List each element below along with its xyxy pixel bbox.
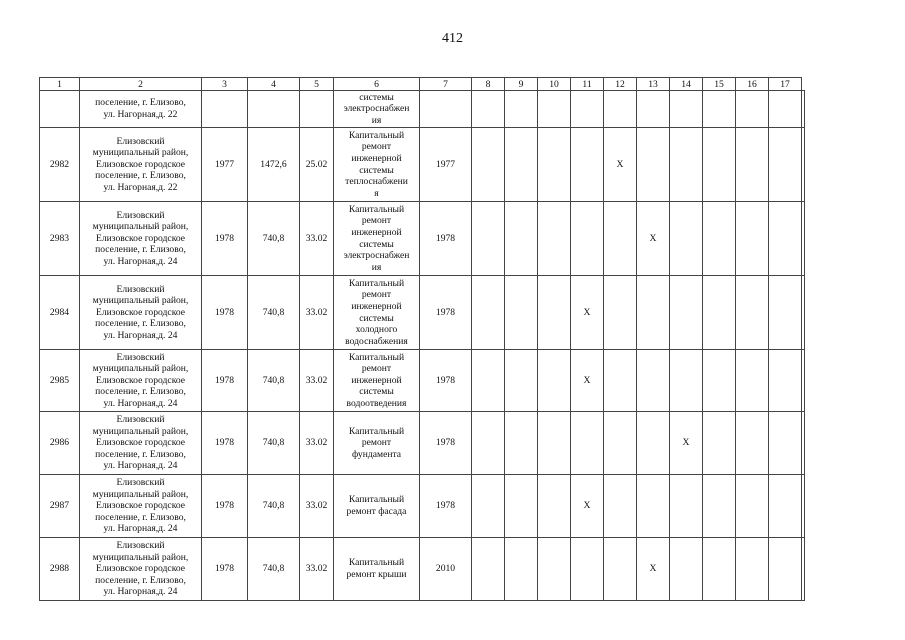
area-cell: 740,8 bbox=[248, 538, 300, 601]
address-cell-line: муниципальный район, bbox=[92, 221, 189, 233]
address-cell-line: Елизовский bbox=[116, 477, 165, 489]
address-cell-line: ул. Нагорная,д. 24 bbox=[103, 586, 178, 598]
address-cell-line: Елизовское городское bbox=[95, 500, 186, 512]
area-cell: 740,8 bbox=[248, 475, 300, 538]
work-type-cell-line: электроснабжен bbox=[343, 103, 410, 115]
work-type-cell-line: электроснабжен bbox=[343, 250, 410, 262]
year-planned: 1977 bbox=[420, 128, 472, 202]
address-cell bbox=[80, 412, 202, 475]
work-type-cell bbox=[334, 91, 420, 128]
address-cell-line: муниципальный район, bbox=[92, 551, 189, 563]
address-cell-line: ул. Нагорная,д. 24 bbox=[103, 397, 178, 409]
work-type-cell-line: Капитальный bbox=[348, 129, 405, 141]
mark-cell bbox=[538, 202, 571, 276]
address-cell bbox=[80, 538, 202, 601]
mark-cell bbox=[538, 412, 571, 475]
mark-cell bbox=[472, 538, 505, 601]
mark-cell bbox=[703, 412, 736, 475]
mark-cell bbox=[505, 475, 538, 538]
work-type-cell bbox=[334, 276, 420, 350]
header-cell: 12 bbox=[604, 78, 637, 91]
address-cell-line: муниципальный район, bbox=[92, 425, 189, 437]
mark-cell: X bbox=[637, 202, 670, 276]
mark-cell bbox=[769, 91, 802, 128]
row-number: 2984 bbox=[40, 276, 80, 350]
address-cell-line: ул. Нагорная,д. 24 bbox=[103, 255, 178, 267]
table-row bbox=[40, 350, 805, 412]
address-cell-line: Елизовский bbox=[116, 209, 165, 221]
header-cell: 5 bbox=[300, 78, 334, 91]
work-type-cell-line: системы bbox=[359, 386, 394, 398]
mark-cell bbox=[538, 276, 571, 350]
mark-cell bbox=[505, 202, 538, 276]
mark-cell bbox=[505, 350, 538, 412]
mark-cell: X bbox=[571, 350, 604, 412]
address-cell-line: ул. Нагорная,д. 24 bbox=[103, 460, 178, 472]
mark-cell bbox=[769, 475, 802, 538]
work-type-cell-line: инженерной bbox=[351, 152, 402, 164]
mark-cell bbox=[802, 202, 805, 276]
work-type-cell-line: Капитальный bbox=[348, 494, 405, 506]
works-table bbox=[39, 77, 805, 601]
work-type-cell-line: ремонт bbox=[361, 363, 392, 375]
row-number: 2983 bbox=[40, 202, 80, 276]
mark-cell bbox=[670, 202, 703, 276]
mark-cell bbox=[472, 350, 505, 412]
work-type-cell-line: водоотведения bbox=[346, 397, 407, 409]
work-type-cell-line: системы bbox=[359, 164, 394, 176]
header-cell: 10 bbox=[538, 78, 571, 91]
address-cell-line: муниципальный район, bbox=[92, 363, 189, 375]
address-cell-line: Елизовское городское bbox=[95, 437, 186, 449]
table-row bbox=[40, 412, 805, 475]
address-cell-line: поселение, г. Елизово, bbox=[95, 448, 186, 460]
header-cell: 16 bbox=[736, 78, 769, 91]
mark-cell bbox=[571, 412, 604, 475]
mark-cell bbox=[769, 276, 802, 350]
year-planned: 1978 bbox=[420, 202, 472, 276]
mark-cell bbox=[505, 276, 538, 350]
mark-cell bbox=[604, 350, 637, 412]
header-cell: 11 bbox=[571, 78, 604, 91]
mark-cell bbox=[703, 202, 736, 276]
mark-cell bbox=[670, 538, 703, 601]
mark-cell bbox=[802, 276, 805, 350]
address-cell-line: Елизовский bbox=[116, 351, 165, 363]
work-type-cell-line: инженерной bbox=[351, 300, 402, 312]
mark-cell bbox=[802, 538, 805, 601]
code-cell: 33.02 bbox=[300, 412, 334, 475]
header-cell: 15 bbox=[703, 78, 736, 91]
mark-cell bbox=[505, 128, 538, 202]
mark-cell bbox=[637, 91, 670, 128]
mark-cell bbox=[571, 128, 604, 202]
code-cell: 33.02 bbox=[300, 538, 334, 601]
work-type-cell-line: инженерной bbox=[351, 226, 402, 238]
mark-cell bbox=[769, 128, 802, 202]
mark-cell bbox=[703, 276, 736, 350]
year-built: 1977 bbox=[202, 128, 248, 202]
mark-cell bbox=[604, 91, 637, 128]
header-cell: 8 bbox=[472, 78, 505, 91]
mark-cell: X bbox=[637, 538, 670, 601]
mark-cell bbox=[736, 475, 769, 538]
address-cell-line: Елизовское городское bbox=[95, 374, 186, 386]
mark-cell: X bbox=[670, 412, 703, 475]
work-type-cell-line: ремонт bbox=[361, 141, 392, 153]
mark-cell bbox=[472, 276, 505, 350]
mark-cell bbox=[736, 412, 769, 475]
address-cell-line: Елизовское городское bbox=[95, 306, 186, 318]
address-cell-line: ул. Нагорная,д. 22 bbox=[103, 181, 178, 193]
work-type-cell-line: системы bbox=[359, 312, 394, 324]
work-type-cell-line: ия bbox=[371, 114, 382, 126]
table-row bbox=[40, 128, 805, 202]
work-type-cell-line: холодного bbox=[355, 324, 398, 336]
mark-cell bbox=[802, 350, 805, 412]
address-cell-line: поселение, г. Елизово, bbox=[95, 244, 186, 256]
address-cell-line: поселение, г. Елизово, bbox=[95, 97, 186, 109]
address-cell bbox=[80, 350, 202, 412]
address-cell-line: Елизовское городское bbox=[95, 232, 186, 244]
code-cell: 33.02 bbox=[300, 475, 334, 538]
work-type-cell-line: ремонт bbox=[361, 289, 392, 301]
mark-cell bbox=[604, 276, 637, 350]
mark-cell bbox=[571, 91, 604, 128]
year-built: 1978 bbox=[202, 475, 248, 538]
mark-cell bbox=[538, 475, 571, 538]
mark-cell bbox=[670, 128, 703, 202]
row-number: 2982 bbox=[40, 128, 80, 202]
address-cell-line: Елизовский bbox=[116, 283, 165, 295]
mark-cell bbox=[637, 475, 670, 538]
code-cell: 33.02 bbox=[300, 202, 334, 276]
work-type-cell-line: инженерной bbox=[351, 374, 402, 386]
area-cell: 740,8 bbox=[248, 412, 300, 475]
mark-cell bbox=[472, 202, 505, 276]
mark-cell bbox=[538, 350, 571, 412]
header-cell: 4 bbox=[248, 78, 300, 91]
row-number: 2985 bbox=[40, 350, 80, 412]
address-cell-line: поселение, г. Елизово, bbox=[95, 574, 186, 586]
year-built: 1978 bbox=[202, 350, 248, 412]
work-type-cell-line: водоснабжения bbox=[345, 335, 408, 347]
row-number: 2988 bbox=[40, 538, 80, 601]
mark-cell bbox=[769, 350, 802, 412]
header-cell: 14 bbox=[670, 78, 703, 91]
mark-cell bbox=[802, 412, 805, 475]
page-number: 412 bbox=[442, 31, 463, 46]
mark-cell bbox=[472, 128, 505, 202]
mark-cell bbox=[505, 412, 538, 475]
mark-cell bbox=[604, 202, 637, 276]
address-cell-line: Елизовское городское bbox=[95, 158, 186, 170]
work-type-cell-line: ия bbox=[371, 261, 382, 273]
code-cell: 25.02 bbox=[300, 128, 334, 202]
address-cell-line: ул. Нагорная,д. 24 bbox=[103, 329, 178, 341]
table-row bbox=[40, 475, 805, 538]
header-cell: 13 bbox=[637, 78, 670, 91]
mark-cell bbox=[736, 538, 769, 601]
work-type-cell-line: фундамента bbox=[351, 448, 402, 460]
header-cell: 7 bbox=[420, 78, 472, 91]
mark-cell bbox=[670, 276, 703, 350]
table-body bbox=[40, 78, 805, 601]
code-cell bbox=[300, 91, 334, 128]
address-cell-line: Елизовский bbox=[116, 135, 165, 147]
mark-cell bbox=[472, 475, 505, 538]
work-type-cell-line: Капитальный bbox=[348, 425, 405, 437]
year-planned: 1978 bbox=[420, 475, 472, 538]
mark-cell bbox=[604, 412, 637, 475]
mark-cell bbox=[538, 128, 571, 202]
address-cell-line: поселение, г. Елизово, bbox=[95, 318, 186, 330]
year-built: 1978 bbox=[202, 538, 248, 601]
header-cell: 17 bbox=[769, 78, 802, 91]
area-cell: 1472,6 bbox=[248, 128, 300, 202]
work-type-cell-line: теплоснабжени bbox=[345, 176, 408, 188]
address-cell-line: ул. Нагорная,д. 24 bbox=[103, 523, 178, 535]
mark-cell bbox=[637, 128, 670, 202]
work-type-cell-line: Капитальный bbox=[348, 277, 405, 289]
mark-cell bbox=[604, 475, 637, 538]
mark-cell bbox=[703, 538, 736, 601]
mark-cell bbox=[703, 91, 736, 128]
work-type-cell bbox=[334, 128, 420, 202]
address-cell-line: ул. Нагорная,д. 22 bbox=[103, 109, 178, 120]
mark-cell bbox=[571, 202, 604, 276]
mark-cell: X bbox=[571, 475, 604, 538]
mark-cell bbox=[604, 538, 637, 601]
mark-cell bbox=[637, 412, 670, 475]
mark-cell bbox=[670, 350, 703, 412]
work-type-cell-line: Капитальный bbox=[348, 203, 405, 215]
address-cell bbox=[80, 128, 202, 202]
table-row bbox=[40, 276, 805, 350]
mark-cell bbox=[703, 350, 736, 412]
address-cell-line: муниципальный район, bbox=[92, 488, 189, 500]
mark-cell bbox=[703, 128, 736, 202]
header-cell: 9 bbox=[505, 78, 538, 91]
address-cell-line: муниципальный район, bbox=[92, 295, 189, 307]
work-type-cell-line: я bbox=[374, 187, 379, 199]
work-type-cell bbox=[334, 202, 420, 276]
year-planned bbox=[420, 91, 472, 128]
area-cell bbox=[248, 91, 300, 128]
table-row bbox=[40, 538, 805, 601]
header-cell: 1 bbox=[40, 78, 80, 91]
mark-cell bbox=[571, 538, 604, 601]
table-row bbox=[40, 91, 805, 128]
address-cell bbox=[80, 276, 202, 350]
work-type-cell-line: ремонт фасада bbox=[346, 506, 407, 517]
mark-cell bbox=[637, 350, 670, 412]
work-type-cell-line: ремонт bbox=[361, 215, 392, 227]
header-cell: 6 bbox=[334, 78, 420, 91]
mark-cell bbox=[769, 202, 802, 276]
address-cell-line: поселение, г. Елизово, bbox=[95, 511, 186, 523]
year-planned: 1978 bbox=[420, 350, 472, 412]
address-cell bbox=[80, 475, 202, 538]
mark-cell bbox=[736, 350, 769, 412]
mark-cell bbox=[736, 276, 769, 350]
address-cell bbox=[80, 91, 202, 128]
row-number: 2987 bbox=[40, 475, 80, 538]
year-planned: 1978 bbox=[420, 412, 472, 475]
mark-cell bbox=[769, 538, 802, 601]
address-cell-line: Елизовский bbox=[116, 414, 165, 426]
area-cell: 740,8 bbox=[248, 202, 300, 276]
year-built: 1978 bbox=[202, 412, 248, 475]
address-cell bbox=[80, 202, 202, 276]
work-type-cell bbox=[334, 538, 420, 601]
work-type-cell-line: ремонт крыши bbox=[346, 569, 407, 580]
table-row bbox=[40, 202, 805, 276]
work-type-cell-line: Капитальный bbox=[348, 557, 405, 569]
mark-cell: X bbox=[571, 276, 604, 350]
mark-cell bbox=[736, 91, 769, 128]
mark-cell bbox=[505, 538, 538, 601]
mark-cell bbox=[802, 91, 805, 128]
mark-cell: X bbox=[604, 128, 637, 202]
work-type-cell-line: Капитальный bbox=[348, 351, 405, 363]
header-row bbox=[40, 78, 805, 91]
mark-cell bbox=[538, 538, 571, 601]
address-cell-line: Елизовский bbox=[116, 540, 165, 552]
mark-cell bbox=[472, 412, 505, 475]
mark-cell bbox=[769, 412, 802, 475]
work-type-cell-line: системы bbox=[359, 91, 394, 103]
mark-cell bbox=[637, 276, 670, 350]
year-built bbox=[202, 91, 248, 128]
year-built: 1978 bbox=[202, 202, 248, 276]
area-cell: 740,8 bbox=[248, 350, 300, 412]
mark-cell bbox=[802, 128, 805, 202]
address-cell-line: муниципальный район, bbox=[92, 147, 189, 159]
row-number: 2986 bbox=[40, 412, 80, 475]
row-number bbox=[40, 91, 80, 128]
work-type-cell-line: ремонт bbox=[361, 437, 392, 449]
mark-cell bbox=[670, 475, 703, 538]
year-planned: 2010 bbox=[420, 538, 472, 601]
address-cell-line: Елизовское городское bbox=[95, 563, 186, 575]
code-cell: 33.02 bbox=[300, 350, 334, 412]
address-cell-line: поселение, г. Елизово, bbox=[95, 170, 186, 182]
address-cell-line: поселение, г. Елизово, bbox=[95, 386, 186, 398]
mark-cell bbox=[703, 475, 736, 538]
work-type-cell-line: системы bbox=[359, 238, 394, 250]
mark-cell bbox=[802, 475, 805, 538]
header-cell: 2 bbox=[80, 78, 202, 91]
mark-cell bbox=[670, 91, 703, 128]
year-planned: 1978 bbox=[420, 276, 472, 350]
work-type-cell bbox=[334, 475, 420, 538]
code-cell: 33.02 bbox=[300, 276, 334, 350]
mark-cell bbox=[538, 91, 571, 128]
area-cell: 740,8 bbox=[248, 276, 300, 350]
work-type-cell bbox=[334, 350, 420, 412]
header-cell: 3 bbox=[202, 78, 248, 91]
mark-cell bbox=[505, 91, 538, 128]
mark-cell bbox=[736, 202, 769, 276]
mark-cell bbox=[736, 128, 769, 202]
year-built: 1978 bbox=[202, 276, 248, 350]
work-type-cell bbox=[334, 412, 420, 475]
mark-cell bbox=[472, 91, 505, 128]
